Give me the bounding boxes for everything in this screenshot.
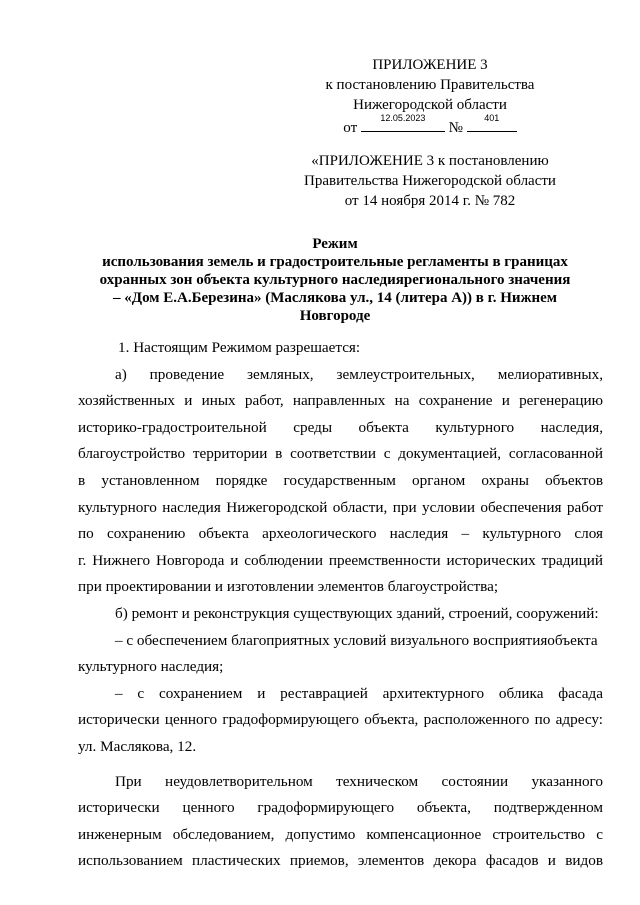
title-line-5: Новгороде xyxy=(299,308,371,324)
body-line: г. Нижнего Новгорода и соблюдении преемственности исторических традиций xyxy=(78,551,603,569)
quoted-appendix-title: «ПРИЛОЖЕНИЕ 3 xyxy=(311,153,435,169)
number-field xyxy=(467,115,517,132)
body-line: культурного наследия; xyxy=(78,658,224,676)
body-line: благоустройство территории в соответствии с документацией, согласованной xyxy=(78,445,603,463)
body-line: в установленном порядке государственным органом охраны объектов xyxy=(78,471,603,489)
from-label: от xyxy=(343,120,358,136)
date-value: 12.05.2023 xyxy=(380,113,426,123)
body-line: историко-градостроительной среды объекта культурного наследия, xyxy=(78,418,603,436)
appendix-header xyxy=(300,55,560,138)
title-line-1: Режим xyxy=(312,236,358,252)
document-title xyxy=(95,235,575,325)
body-line: При неудовлетворительном техническом состоянии указанного xyxy=(115,772,603,790)
appendix-date-row xyxy=(300,115,560,138)
title-line-3: охранных зон объекта культурного наследиярегионального значения xyxy=(99,272,571,288)
body-line: б) ремонт и реконструкция существующих зданий, строений, сооружений: xyxy=(115,604,599,622)
quoted-appendix-line-2: к постановлению Правительства xyxy=(304,153,549,189)
number-value: 401 xyxy=(484,113,500,123)
body-line: по сохранению объекта археологического наследия – культурного слоя xyxy=(78,525,603,543)
title-line-2: использования земель и градостроительные регламенты в границах xyxy=(102,254,568,270)
date-field xyxy=(361,115,445,132)
appendix-title: ПРИЛОЖЕНИЕ 3 xyxy=(372,57,488,73)
body-line: 1. Настоящим Режимом разрешается: xyxy=(118,339,361,356)
body-line: культурного наследия Нижегородской области, при условии обеспечения работ xyxy=(78,498,603,516)
body-line: хозяйственных и иных работ, направленных на сохранение и регенерацию xyxy=(78,392,603,410)
number-label: № xyxy=(448,120,463,136)
body-line: инженерным обследованием, допустимо компенсационное строительство с xyxy=(78,825,603,843)
appendix-line-3: Нижегородской области xyxy=(353,97,507,113)
document-body xyxy=(78,335,603,875)
body-line: ул. Маслякова, 12. xyxy=(78,737,197,755)
body-line: – с обеспечением благоприятных условий визуального восприятияобъекта xyxy=(115,631,598,649)
quoted-appendix-line-4: от 14 ноября 2014 г. № 782 xyxy=(344,193,516,209)
body-line: а) проведение земляных, землеустроительных, мелиоративных, xyxy=(115,365,603,383)
body-line: – с сохранением и реставрацией архитектурного облика фасада xyxy=(115,684,603,702)
body-line: использованием пластических приемов, элементов декора фасадов и видов xyxy=(78,852,603,870)
title-line-4: – «Дом Е.А.Березина» (Маслякова ул., 14 (литера А)) в г. Нижнем xyxy=(113,290,557,306)
body-line: при проектировании и изготовлении элементов благоустройства; xyxy=(78,578,499,596)
body-line: исторически ценного градоформирующего объекта, расположенного по адресу: xyxy=(78,711,603,729)
quoted-appendix-header xyxy=(300,151,560,211)
body-line: исторически ценного градоформирующего объекта, подтвержденном xyxy=(78,799,603,817)
appendix-line-2: к постановлению Правительства xyxy=(325,77,535,93)
quoted-appendix-line-3: Нижегородской области xyxy=(402,173,556,189)
paragraph-gap xyxy=(78,761,603,769)
